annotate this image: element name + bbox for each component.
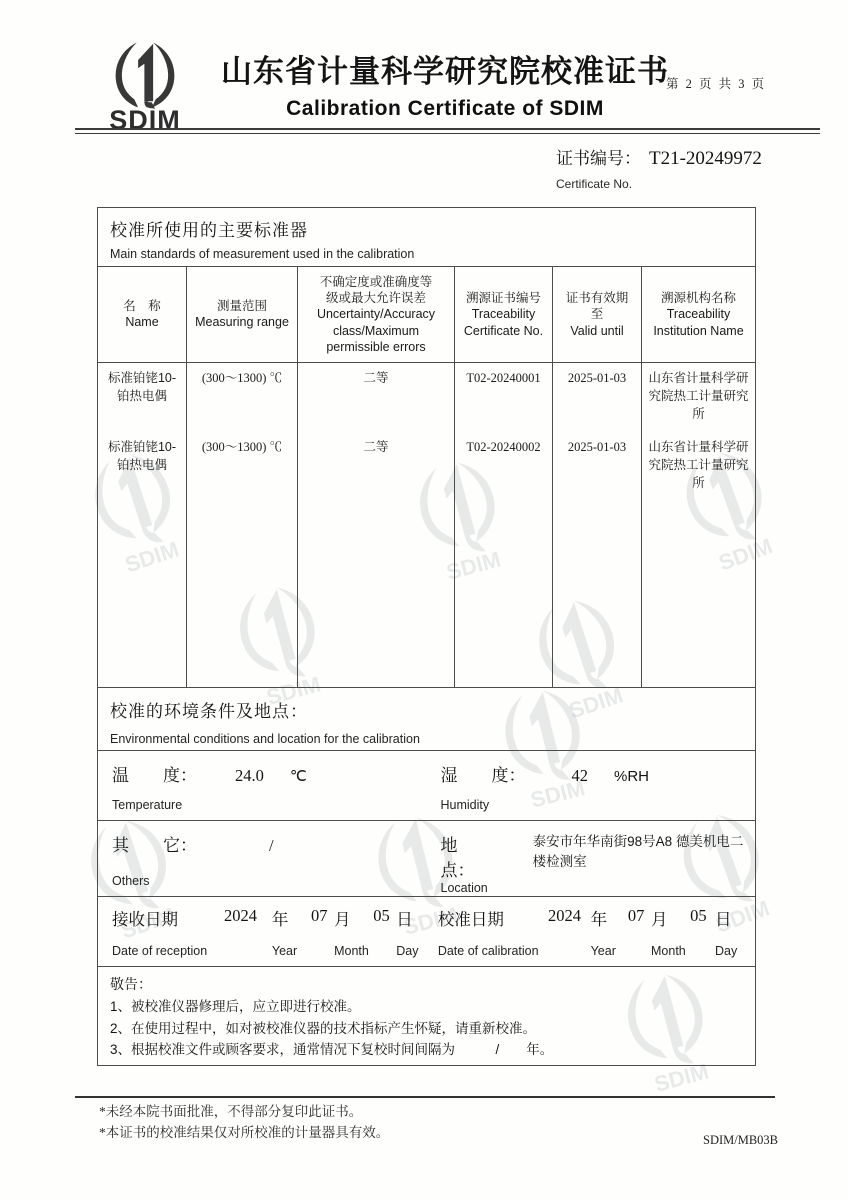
day-unit-en: Day bbox=[714, 944, 738, 959]
table-cell: (300～1300) ℃ bbox=[201, 371, 283, 386]
month-unit bbox=[334, 906, 373, 959]
calibration-day-value bbox=[690, 906, 715, 959]
month-unit-cn: 月 bbox=[334, 910, 351, 929]
month-unit-en: Month bbox=[651, 944, 686, 959]
certificate-number-block bbox=[556, 144, 762, 191]
temperature-field bbox=[98, 751, 427, 820]
certificate-body bbox=[97, 207, 756, 1066]
column-header-cn: 溯源机构名称 bbox=[660, 291, 736, 306]
reception-month: 07 bbox=[311, 905, 328, 925]
note-item: 2、在使用过程中，如对被校准仪器的技术指标产生怀疑，请重新校准。 bbox=[110, 1020, 537, 1036]
year-unit-cn: 年 bbox=[590, 910, 608, 929]
column-header-cn: 名 称 bbox=[123, 299, 161, 314]
calibration-month: 07 bbox=[627, 905, 645, 925]
temperature-humidity-row bbox=[98, 751, 755, 821]
reception-label-en: Date of reception bbox=[112, 944, 208, 959]
temperature-value: 24.0 bbox=[235, 765, 264, 785]
footer-note: *本证书的校准结果仅对所校准的计量器具有效。 bbox=[99, 1124, 390, 1140]
column-header-cn: 溯源证书编号 bbox=[465, 291, 541, 306]
calibration-day: 05 bbox=[690, 905, 707, 925]
page-number: 第 2 页 共 3 页 bbox=[666, 77, 767, 91]
sdim-logo bbox=[86, 40, 204, 134]
calibration-month-value bbox=[628, 906, 651, 959]
day-unit-en: Day bbox=[396, 944, 419, 959]
header-divider bbox=[75, 128, 820, 134]
column-header-en: Valid until bbox=[570, 323, 624, 338]
table-column-institution bbox=[642, 363, 755, 686]
location-label-english: Location bbox=[440, 880, 488, 895]
certificate-number-value: T21-20249972 bbox=[649, 148, 762, 169]
footer-divider bbox=[75, 1096, 775, 1098]
humidity-field bbox=[427, 751, 756, 820]
humidity-value: 42 bbox=[571, 765, 588, 785]
calibration-year: 2024 bbox=[547, 905, 581, 925]
notes-title: 敬告： bbox=[110, 976, 152, 993]
others-location-row bbox=[98, 821, 755, 897]
certificate-number-label: 证书编号： bbox=[556, 149, 641, 168]
column-header-en: Measuring range bbox=[195, 315, 289, 330]
column-header-uncertainty bbox=[298, 267, 455, 362]
standards-title-english: Main standards of measurement used in the calibration bbox=[110, 247, 415, 261]
others-label: 其 它： bbox=[112, 835, 197, 855]
column-header-cn: 测量范围 bbox=[216, 299, 267, 314]
month-unit-en: Month bbox=[334, 944, 369, 959]
table-column-valid-until bbox=[553, 363, 642, 686]
month-unit-cn: 月 bbox=[651, 910, 668, 929]
reception-label-cn: 接收日期 bbox=[112, 910, 178, 929]
calibration-label-en: Date of calibration bbox=[437, 944, 539, 959]
footer-note: *未经本院书面批准，不得部分复印此证书。 bbox=[99, 1104, 363, 1119]
note-item: 1、被校准仪器修理后，应立即进行校准。 bbox=[110, 999, 361, 1015]
others-field bbox=[98, 821, 427, 896]
standards-table-header bbox=[98, 267, 755, 363]
notes-section bbox=[98, 967, 755, 1065]
column-header-range bbox=[187, 267, 298, 362]
humidity-unit: %RH bbox=[614, 767, 650, 785]
table-column-traceability-cert bbox=[455, 363, 553, 686]
footer-notes bbox=[99, 1102, 389, 1144]
day-unit bbox=[715, 906, 747, 959]
reception-day: 05 bbox=[373, 905, 390, 925]
standards-title: 校准所使用的主要标准器 bbox=[110, 221, 308, 240]
location-value: 泰安市年华南街98号A8 德美机电二楼检测室 bbox=[532, 833, 744, 869]
reception-date-label bbox=[112, 906, 224, 959]
column-header-valid-until bbox=[553, 267, 642, 362]
column-header-cn: 证书有效期至 bbox=[565, 291, 629, 322]
year-unit bbox=[591, 906, 628, 959]
table-column-range bbox=[187, 363, 298, 686]
note-item: 3、根据校准文件或顾客要求，通常情况下复校时间间隔为 / 年。 bbox=[110, 1042, 554, 1058]
humidity-label-english: Humidity bbox=[440, 797, 490, 812]
calibration-label-cn: 校准日期 bbox=[437, 910, 504, 929]
table-cell: 2025-01-03 bbox=[567, 371, 627, 386]
temperature-label-english: Temperature bbox=[112, 797, 183, 812]
calibration-year-value bbox=[548, 906, 591, 959]
page-title-english: Calibration Certificate of SDIM bbox=[286, 97, 604, 120]
day-unit bbox=[396, 906, 432, 959]
environment-section-title bbox=[98, 688, 755, 751]
table-cell: (300～1300) ℃ bbox=[201, 440, 283, 455]
table-cell: T02-20240001 bbox=[466, 371, 541, 386]
column-header-en: Uncertainty/Accuracy class/Maximum permissible errors bbox=[316, 307, 436, 354]
location-label: 地 点： bbox=[440, 835, 492, 880]
table-cell: T02-20240002 bbox=[466, 440, 541, 455]
table-cell: 二等 bbox=[363, 371, 389, 386]
temperature-label: 温 度： bbox=[112, 765, 197, 785]
year-unit-en: Year bbox=[271, 944, 298, 959]
sdim-logo-icon bbox=[103, 40, 187, 110]
column-header-en: Traceability Certificate No. bbox=[463, 307, 544, 338]
reception-year-value bbox=[224, 906, 272, 959]
certificate-number-label-english: Certificate No. bbox=[556, 177, 633, 191]
table-cell: 二等 bbox=[363, 440, 389, 455]
temperature-unit: ℃ bbox=[289, 767, 307, 785]
standards-section-title bbox=[98, 208, 755, 267]
page-title: 山东省计量科学研究院校准证书 bbox=[221, 54, 669, 89]
table-cell: 山东省计量科学研究院热工计量研究所 bbox=[648, 371, 749, 422]
year-unit-cn: 年 bbox=[271, 910, 289, 929]
reception-month-value bbox=[311, 906, 334, 959]
day-unit-cn: 日 bbox=[396, 910, 413, 929]
table-column-uncertainty bbox=[298, 363, 455, 686]
column-header-en: Traceability Institution Name bbox=[653, 307, 744, 338]
year-unit-en: Year bbox=[590, 944, 616, 959]
table-column-name bbox=[98, 363, 187, 686]
document-code: SDIM/MB03B bbox=[703, 1133, 779, 1147]
standards-table-body bbox=[98, 363, 755, 687]
month-unit bbox=[651, 906, 690, 959]
others-value: / bbox=[269, 835, 274, 855]
environment-title: 校准的环境条件及地点： bbox=[110, 701, 308, 721]
dates-row bbox=[98, 897, 755, 968]
humidity-label: 湿 度： bbox=[440, 765, 526, 785]
environment-title-english: Environmental conditions and location for the calibration bbox=[110, 731, 420, 746]
day-unit-cn: 日 bbox=[714, 910, 732, 929]
year-unit bbox=[272, 906, 311, 959]
location-field bbox=[427, 821, 756, 896]
table-cell: 2025-01-03 bbox=[567, 440, 627, 455]
table-cell: 山东省计量科学研究院热工计量研究所 bbox=[648, 440, 749, 491]
calibration-date-label bbox=[438, 906, 548, 959]
column-header-institution bbox=[642, 267, 755, 362]
logo-text: SDIM bbox=[109, 105, 181, 135]
table-cell: 标准铂铑10-铂热电偶 bbox=[107, 440, 177, 473]
column-header-name bbox=[98, 267, 187, 362]
reception-year: 2024 bbox=[223, 905, 257, 925]
others-label-english: Others bbox=[112, 873, 150, 888]
column-header-cn: 不确定度或准确度等级或最大允许误差 bbox=[319, 274, 433, 306]
column-header-en: Name bbox=[125, 315, 159, 330]
table-cell: 标准铂铑10-铂热电偶 bbox=[107, 371, 177, 404]
reception-day-value bbox=[373, 906, 396, 959]
column-header-traceability-cert bbox=[455, 267, 553, 362]
